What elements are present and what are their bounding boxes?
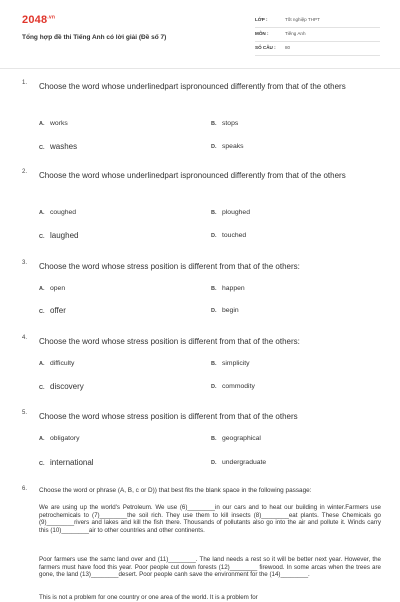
question-text: Choose the word whose stress position is different from that of the others: (39, 337, 300, 346)
question-number: 3. (22, 260, 28, 266)
option-b[interactable] (211, 360, 250, 367)
document-header (0, 0, 400, 68)
passage-paragraph: Poor farmers use the samc land over and (11)________. The land needs a rest so it will be better next year. However, the farmers must have food this year. Poor people cut down forests (12)________ firewood. In some arcas when the trees are gone, the land (13)________desert. Poor people canh save the environment for the (14)________. (39, 556, 381, 579)
option-text: touched (222, 232, 247, 239)
option-letter: B. (211, 286, 217, 292)
question-text: Choose the word or phrase (A, B, c or D)) that best fits the blank space in the following passage: (39, 487, 312, 494)
meta-row-count (255, 42, 380, 56)
option-text: undergraduate (222, 459, 267, 466)
option-a[interactable] (39, 209, 76, 216)
option-letter: C. (39, 234, 45, 240)
meta-row-class (255, 14, 380, 28)
option-text: happen (222, 285, 245, 292)
option-letter: D. (211, 144, 217, 150)
option-letter: C. (39, 309, 45, 315)
option-letter: A. (39, 121, 45, 127)
option-b[interactable] (211, 435, 261, 442)
option-text: discovery (50, 382, 84, 391)
option-a[interactable] (39, 360, 74, 367)
option-letter: C. (39, 461, 45, 467)
option-text: begin (222, 307, 239, 314)
option-c[interactable] (39, 231, 78, 240)
meta-key: SỐ CÂU : (255, 45, 276, 50)
option-letter: D. (211, 233, 217, 239)
option-d[interactable] (211, 459, 266, 466)
header-divider (0, 68, 400, 69)
question-number: 5. (22, 410, 28, 416)
option-c[interactable] (39, 458, 94, 467)
meta-value: 80 (285, 45, 291, 50)
option-text: geographical (222, 435, 261, 442)
option-letter: D. (211, 308, 217, 314)
meta-value: Tiếng Anh (285, 31, 306, 36)
option-text: open (50, 285, 66, 292)
option-text: works (50, 120, 68, 127)
question-text: Choose the word whose stress position is different from that of the others (39, 412, 298, 421)
option-c[interactable] (39, 382, 84, 391)
option-b[interactable] (211, 209, 250, 216)
meta-key: LỚP : (255, 17, 268, 22)
meta-key: MÔN : (255, 31, 269, 36)
question-text: Choose the word whose underlinedpart ispronounced differently from that of the others (39, 171, 346, 180)
option-text: obligatory (50, 435, 80, 442)
logo-suffix: .vn (47, 14, 56, 21)
option-text: offer (50, 306, 66, 315)
option-letter: B. (211, 436, 217, 442)
option-b[interactable] (211, 285, 245, 292)
option-c[interactable] (39, 306, 66, 315)
option-d[interactable] (211, 232, 246, 239)
option-letter: A. (39, 436, 45, 442)
option-text: washes (50, 142, 78, 151)
option-text: difficulty (50, 360, 75, 367)
option-b[interactable] (211, 120, 238, 127)
meta-row-subject (255, 28, 380, 42)
option-a[interactable] (39, 120, 68, 127)
option-letter: B. (211, 361, 217, 367)
option-d[interactable] (211, 143, 244, 150)
option-d[interactable] (211, 383, 255, 390)
meta-value: Tốt nghiệp THPT (285, 17, 320, 22)
option-text: stops (222, 120, 239, 127)
option-text: ploughed (222, 209, 250, 216)
option-letter: A. (39, 361, 45, 367)
option-a[interactable] (39, 435, 79, 442)
option-text: simplicity (222, 360, 250, 367)
option-letter: D. (211, 384, 217, 390)
question-text: Choose the word whose stress position is different from that of the others: (39, 262, 300, 271)
question-number: 2. (22, 169, 28, 175)
option-text: laughed (50, 231, 79, 240)
option-d[interactable] (211, 307, 239, 314)
passage-paragraph: We are using up the world's Petroleum. We use (6)________in our cars and to heat our building in winter.Farmers use petrochemicals to (7)________the soil rich. They use them to kill insects (8)________eat plants. These Chemicals go (9)________rivers and lakes and kill the fish there. Thousands of pollutants also go into the air and pollute it. Winds carry this (10)________air to other countries and other continents. (39, 504, 381, 534)
question-number: 6. (22, 486, 28, 492)
question-number: 1. (22, 80, 28, 86)
passage-paragraph: This is not a problem for one country or one area of the world. It is a problem for (39, 594, 258, 601)
option-letter: B. (211, 210, 217, 216)
option-text: commodity (222, 383, 255, 390)
option-letter: B. (211, 121, 217, 127)
document-title: Tổng hợp đề thi Tiếng Anh có lời giải (Đề số 7) (22, 34, 167, 41)
option-a[interactable] (39, 285, 65, 292)
question-number: 4. (22, 335, 28, 341)
option-text: speaks (222, 143, 244, 150)
option-letter: C. (39, 145, 45, 151)
option-letter: C. (39, 385, 45, 391)
document-meta (255, 14, 380, 56)
option-letter: A. (39, 210, 45, 216)
option-text: international (50, 458, 94, 467)
option-c[interactable] (39, 142, 77, 151)
option-text: coughed (50, 209, 77, 216)
question-text: Choose the word whose underlinedpart ispronounced differently from that of the others (39, 82, 346, 91)
option-letter: A. (39, 286, 45, 292)
option-letter: D. (211, 460, 217, 466)
site-logo[interactable] (22, 14, 55, 26)
logo-text: 2048 (22, 14, 48, 26)
